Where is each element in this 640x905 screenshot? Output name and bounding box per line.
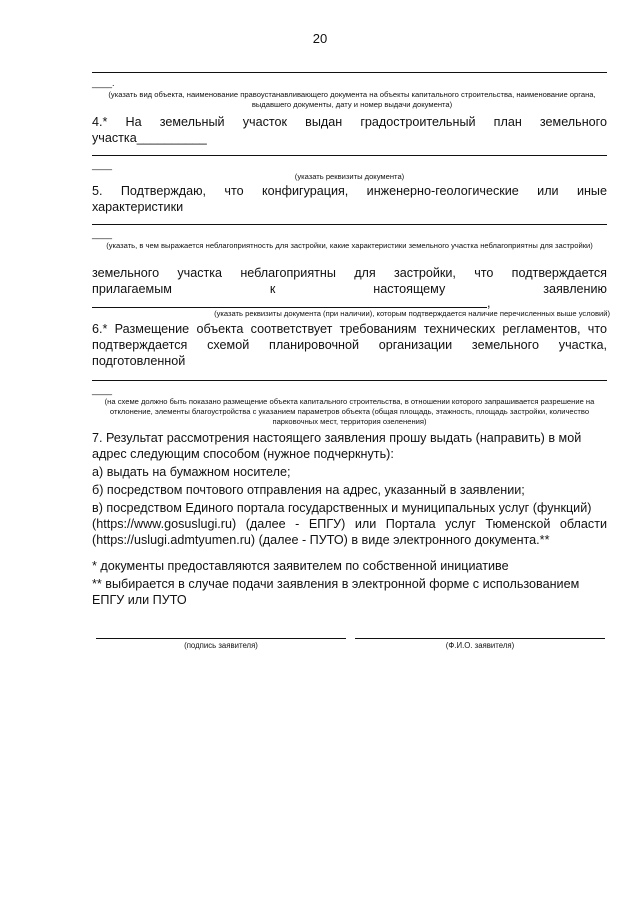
- blank-line[interactable]: [92, 72, 607, 73]
- item-6-line-3: подготовленной: [92, 354, 186, 368]
- blank-line[interactable]: [92, 307, 487, 308]
- name-label: (Ф.И.О. заявителя): [445, 641, 515, 650]
- continuation-mark: ____: [92, 160, 113, 170]
- item-5-line-2: характеристики: [92, 200, 184, 214]
- continuation-mark: ____.: [92, 78, 115, 88]
- field-note: (указать реквизиты документа (при наличии), которым подтверждается наличие перечисленных выше условий): [214, 309, 610, 318]
- blank-line[interactable]: [92, 224, 607, 225]
- item-6-line-2: подтверждается схемой планировочной организации земельного участка,: [92, 338, 607, 352]
- name-line[interactable]: [355, 638, 605, 639]
- continuation-mark: ____: [92, 229, 113, 239]
- option-electronic-line-3[interactable]: (https://uslugi.admtyumen.ru) (далее - ПУТО) в виде электронного документа.**: [92, 533, 550, 547]
- item-4-line-1: 4.* На земельный участок выдан градостроительный план земельного: [92, 115, 607, 129]
- item-5-line-4: прилагаемым к настоящему заявлению: [92, 282, 607, 296]
- item-7-line-2: адрес следующим способом (нужное подчеркнуть):: [92, 447, 394, 461]
- comma: ,: [487, 296, 491, 310]
- signature-line[interactable]: [96, 638, 346, 639]
- option-mail[interactable]: б) посредством почтового отправления на адрес, указанный в заявлении;: [92, 483, 525, 497]
- footnote-1: * документы предоставляются заявителем по собственной инициативе: [92, 559, 509, 573]
- signature-label: (подпись заявителя): [184, 641, 258, 650]
- item-7-line-1: 7. Результат рассмотрения настоящего заявления прошу выдать (направить) в мой: [92, 431, 582, 445]
- field-note: (указать реквизиты документа): [294, 172, 405, 181]
- item-4-line-2: участка__________: [92, 131, 207, 145]
- field-note: (указать, в чем выражается неблагоприятность для застройки, какие характеристики земельного участка неблагоприятны для застройки): [106, 241, 593, 250]
- option-electronic-line-1[interactable]: в) посредством Единого портала государственных и муниципальных услуг (функций): [92, 501, 592, 515]
- field-note: (указать вид объекта, наименование правоустанавливающего документа на объекты капитального строительства, наименование органа, выдавшего документы, дату и номер выдачи документа): [108, 90, 596, 109]
- blank-line[interactable]: [92, 380, 607, 381]
- continuation-mark: ____: [92, 385, 113, 395]
- field-note: (на схеме должно быть показано размещение объекта капитального строительства, в отношении которого запрашивается разрешение на отклонение, элементы благоустройства с указанием параметров объекта (общая площадь, этажность, площадь застройки, количество парковочных мест, территория озеленения): [104, 397, 595, 426]
- item-6-line-1: 6.* Размещение объекта соответствует требованиям технических регламентов, что: [92, 322, 607, 336]
- blank-line[interactable]: [92, 155, 607, 156]
- page-number: 20: [312, 31, 328, 46]
- item-5-line-3: земельного участка неблагоприятны для застройки, что подтверждается: [92, 266, 607, 280]
- option-paper[interactable]: а) выдать на бумажном носителе;: [92, 465, 291, 479]
- item-5-line-1: 5. Подтверждаю, что конфигурация, инженерно-геологические или иные: [92, 184, 607, 198]
- footnote-2-line-2: ЕПГУ или ПУТО: [92, 593, 187, 607]
- option-electronic-line-2[interactable]: (https://www.gosuslugi.ru) (далее - ЕПГУ) или Портала услуг Тюменской области: [92, 517, 607, 531]
- footnote-2-line-1: ** выбирается в случае подачи заявления в электронной форме с использованием: [92, 577, 580, 591]
